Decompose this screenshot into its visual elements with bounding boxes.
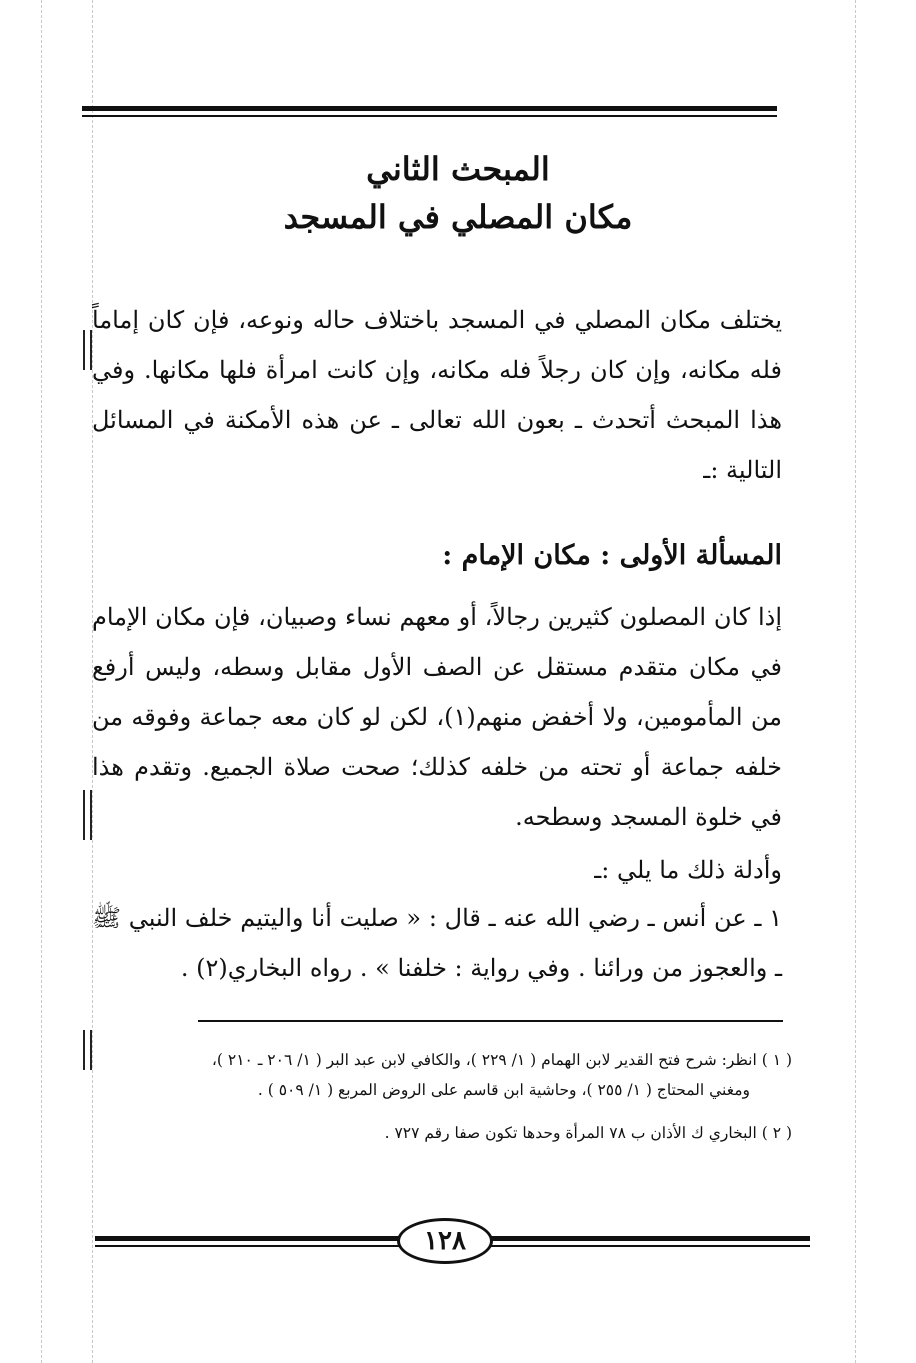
evidence-item: ١ ـ عن أنس ـ رضي الله عنه ـ قال : « صليت أنا واليتيم خلف النبي ﷺ ـ والعجوز من ورائنا . وفي رواية : خلفنا » . رواه البخاري(٢) . — [92, 904, 782, 982]
chapter-subtitle: مكان المصلي في المسجد — [283, 198, 633, 236]
section-paragraph: إذا كان المصلون كثيرين رجالاً، أو معهم نساء وصبيان، فإن مكان الإمام في مكان متقدم مستقل عن الصف الأول مقابل وسطه، وليس أرفع من المأمومين، ولا أخفض منهم(١)، لكن لو كان معه جماعة وفوقه من خلفه جماعة أو تحته من خلفه كذلك؛ صحت صلاة الجميع. وتقدم هذا في خلوة المسجد وسطحه. — [92, 603, 783, 831]
chapter-title: المبحث الثاني — [366, 150, 550, 188]
footnote-1-line-1: ( ١ ) انظر: شرح فتح القدير لابن الهمام ( ١/ ٢٢٩ )، والكافي لابن عبد البر ( ١/ ٢٠٦ ـ ٢١٠ )، — [211, 1051, 792, 1069]
footnote-1-line-2: ومغني المحتاج ( ١/ ٢٥٥ )، وحاشية ابن قاسم على الروض المربع ( ١/ ٥٠٩ ) . — [257, 1081, 750, 1099]
margin-bracket — [83, 790, 92, 840]
section-title: المسألة الأولى : مكان الإمام : — [442, 540, 782, 571]
footnote-separator — [198, 1020, 783, 1022]
intro-paragraph: يختلف مكان المصلي في المسجد باختلاف حاله ونوعه، فإن كان إماماً فله مكانه، وإن كان رجلاً فله مكانه، وإن كانت امرأة فلها مكانها. وفي هذا المبحث أتحدث ـ بعون الله تعالى ـ عن هذه الأمكنة في المسائل التالية :ـ — [92, 306, 782, 484]
footnote-2: ( ٢ ) البخاري ك الأذان ب ٧٨ المرأة وحدها تكون صفا رقم ٧٢٧ . — [384, 1124, 792, 1142]
top-rule-thick — [82, 106, 777, 111]
top-rule-thin — [82, 115, 777, 117]
evidence-intro: وأدلة ذلك ما يلي :ـ — [594, 856, 782, 884]
margin-bracket — [83, 330, 92, 370]
page-footer — [95, 1214, 810, 1270]
page-number: ١٢٨ — [397, 1218, 493, 1264]
